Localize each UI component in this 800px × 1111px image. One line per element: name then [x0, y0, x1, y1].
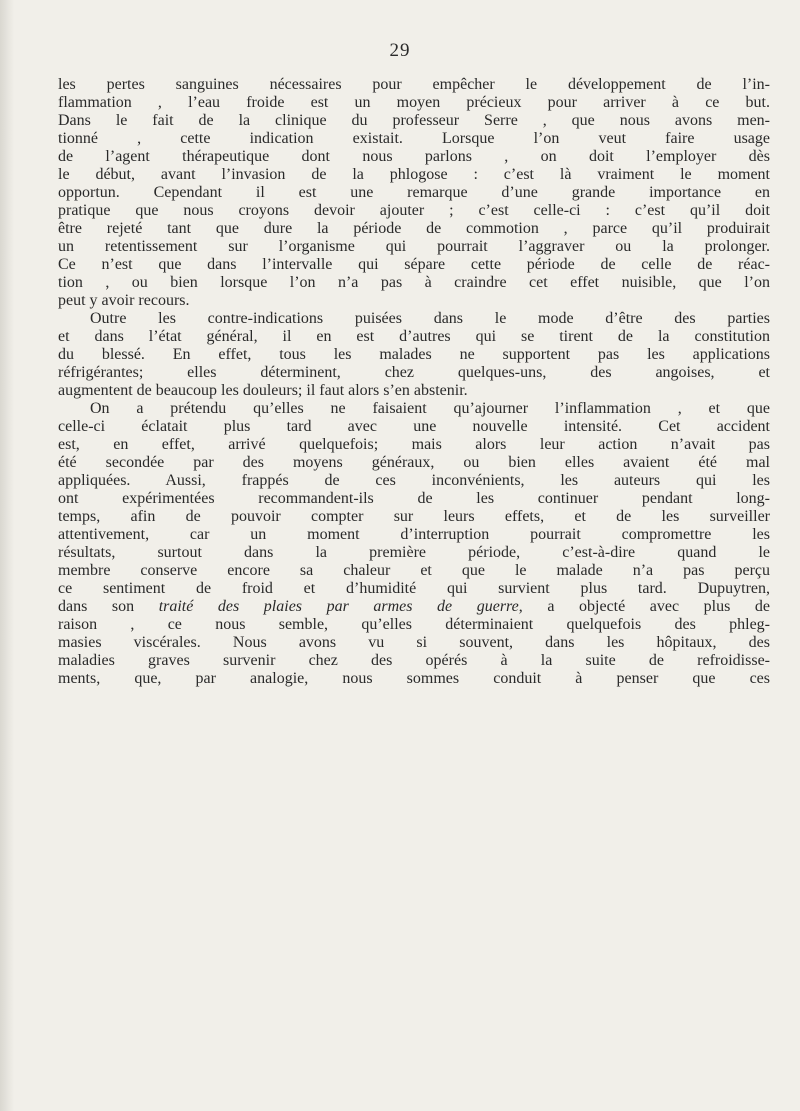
text-line: maladies graves survenir chez des opérés à la suite de refroidisse-	[58, 652, 770, 669]
paragraph-2	[58, 310, 770, 400]
text-line: Dans le fait de la clinique du professeur Serre , que nous avons men-	[58, 112, 770, 129]
text-line: membre conserve encore sa chaleur et que le malade n’a pas perçu	[58, 562, 770, 579]
text-line: ont expérimentées recommandent-ils de les continuer pendant long-	[58, 490, 770, 507]
text-line: masies viscérales. Nous avons vu si souvent, dans les hôpitaux, des	[58, 634, 770, 651]
text-line: du blessé. En effet, tous les malades ne supportent pas les applications	[58, 346, 770, 363]
paragraph-3	[58, 400, 770, 688]
text-line: été secondée par des moyens généraux, ou bien elles avaient été mal	[58, 454, 770, 471]
text-line: opportun. Cependant il est une remarque d’une grande importance en	[58, 184, 770, 201]
text-line: tion , ou bien lorsque l’on n’a pas à craindre cet effet nuisible, que l’on	[58, 274, 770, 291]
text-segment: dans son	[58, 598, 159, 615]
text-line: celle-ci éclatait plus tard avec une nouvelle intensité. Cet accident	[58, 418, 770, 435]
text-line: tionné , cette indication existait. Lorsque l’on veut faire usage	[58, 130, 770, 147]
page-edge-shadow	[0, 0, 14, 1111]
text-line: ce sentiment de froid et d’humidité qui survient plus tard. Dupuytren,	[58, 580, 770, 597]
text-line: peut y avoir recours.	[58, 292, 190, 309]
text-line: attentivement, car un moment d’interruption pourrait compromettre les	[58, 526, 770, 543]
paragraph-1	[58, 76, 770, 310]
text-line: être rejeté tant que dure la période de commotion , parce qu’il produirait	[58, 220, 770, 237]
text-line: de l’agent thérapeutique dont nous parlons , on doit l’employer dès	[58, 148, 770, 165]
text-line: temps, afin de pouvoir compter sur leurs effets, et de les surveiller	[58, 508, 770, 525]
text-line: On a prétendu qu’elles ne faisaient qu’ajourner l’inflammation , et que	[90, 400, 770, 417]
text-line: et dans l’état général, il en est d’autres qui se tirent de la constitution	[58, 328, 770, 345]
text-line: réfrigérantes; elles déterminent, chez quelques-uns, des angoises, et	[58, 364, 770, 381]
text-line: un retentissement sur l’organisme qui pourrait l’aggraver ou la prolonger.	[58, 238, 770, 255]
text-line: résultats, surtout dans la première période, c’est-à-dire quand le	[58, 544, 770, 561]
body-text	[58, 76, 770, 688]
text-line: Outre les contre-indications puisées dans le mode d’être des parties	[90, 310, 770, 327]
text-line: le début, avant l’invasion de la phlogose : c’est là vraiment le moment	[58, 166, 770, 183]
text-line: les pertes sanguines nécessaires pour empêcher le développement de l’in-	[58, 76, 770, 93]
text-line: appliquées. Aussi, frappés de ces inconvénients, les auteurs qui les	[58, 472, 770, 489]
text-line: est, en effet, arrivé quelquefois; mais alors leur action n’avait pas	[58, 436, 770, 453]
text-line: flammation , l’eau froide est un moyen précieux pour arriver à ce but.	[58, 94, 770, 111]
page-number: 29	[389, 40, 411, 61]
text-line: Ce n’est que dans l’intervalle qui sépare cette période de celle de réac-	[58, 256, 770, 273]
text-line-with-title	[58, 598, 770, 616]
text-segment: , a objecté avec plus de	[518, 598, 770, 615]
text-line: ments, que, par analogie, nous sommes conduit à penser que ces	[58, 670, 770, 687]
text-line: augmentent de beaucoup les douleurs; il faut alors s’en abstenir.	[58, 382, 468, 399]
text-line: pratique que nous croyons devoir ajouter ; c’est celle-ci : c’est qu’il doit	[58, 202, 770, 219]
text-line: raison , ce nous semble, qu’elles déterminaient quelquefois des phleg-	[58, 616, 770, 633]
book-title: traité des plaies par armes de guerre	[158, 598, 519, 615]
